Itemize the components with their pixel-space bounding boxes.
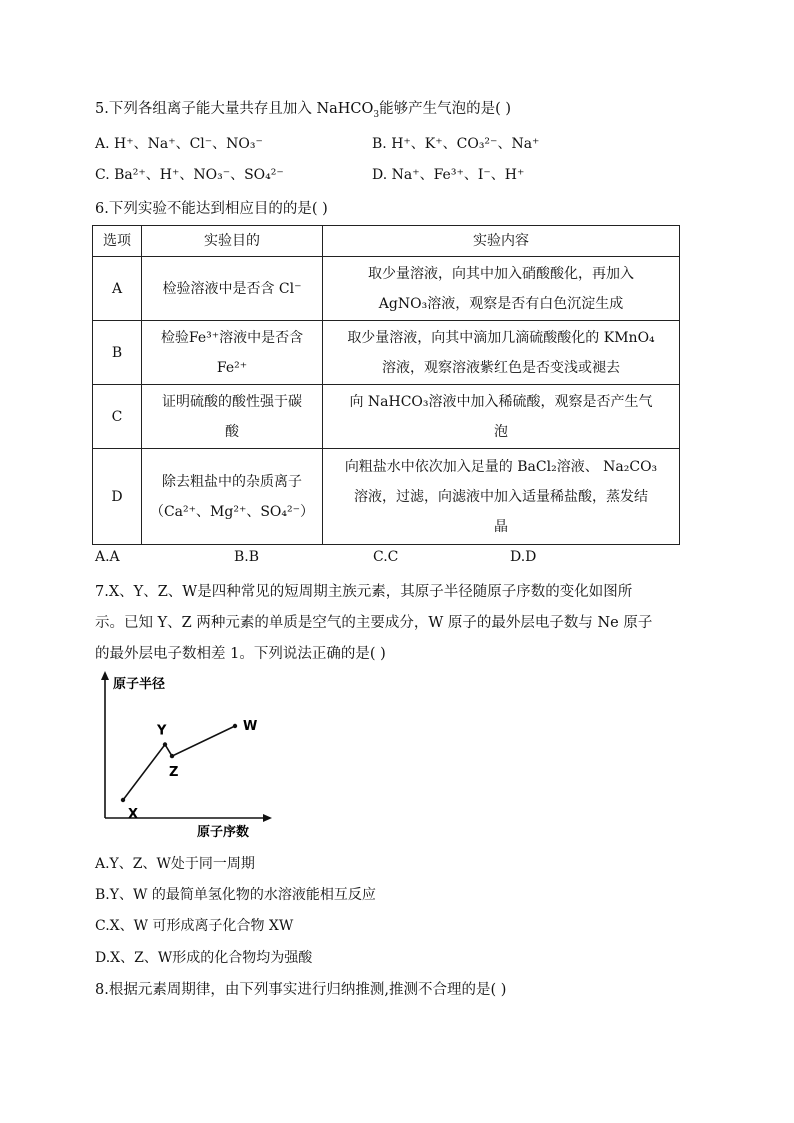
q7-option-c[interactable]: C.X、W 可形成离子化合物 XW	[95, 918, 294, 934]
header-purpose: 实验目的	[142, 226, 323, 257]
row-b-purpose-line2: Fe²⁺	[216, 359, 248, 376]
row-b-option: B	[93, 321, 142, 385]
row-a-content-line1: 取少量溶液，向其中加入硝酸酸化，再加入	[368, 265, 634, 282]
point-label-x: X	[128, 807, 139, 822]
row-d-content-line2: 溶液，过滤，向滤液中加入适量稀盐酸，蒸发结	[354, 488, 648, 505]
row-d-purpose-line2: （Ca²⁺、Mg²⁺、SO₄²⁻）	[149, 503, 315, 520]
q7-option-a[interactable]: A.Y、Z、W处于同一周期	[95, 856, 255, 872]
row-b-content	[323, 321, 680, 385]
q5-stem-sub: 3	[373, 109, 380, 120]
q6-answer-d[interactable]: D.D	[510, 549, 537, 565]
header-option: 选项	[93, 226, 142, 257]
point-z	[170, 754, 174, 758]
point-label-z: Z	[169, 765, 179, 781]
row-b-purpose-line1: 检验Fe³⁺溶液中是否含	[160, 329, 304, 346]
q6-table	[92, 225, 680, 545]
row-a-option: A	[93, 257, 142, 321]
q8-stem: 8.根据元素周期律，由下列事实进行归纳推测,推测不合理的是( )	[95, 982, 507, 998]
table-row	[93, 321, 680, 385]
row-d-option: D	[93, 449, 142, 545]
row-c-purpose	[142, 385, 323, 449]
y-axis-label: 原子半径	[113, 677, 166, 692]
q5-stem-pre: 5.下列各组离子能大量共存且加入 NaHCO	[95, 101, 374, 117]
header-content: 实验内容	[323, 226, 680, 257]
q5-stem-post: 能够产生气泡的是( )	[379, 101, 512, 117]
row-d-purpose	[142, 449, 323, 545]
point-x	[121, 798, 125, 802]
row-a-content-line2: AgNO₃溶液，观察是否有白色沉淀生成	[378, 295, 624, 312]
q6-answer-b[interactable]: B.B	[234, 549, 260, 565]
row-c-content	[323, 385, 680, 449]
y-axis-arrow	[101, 671, 109, 680]
row-c-purpose-line1: 证明硫酸的酸性强于碳	[162, 393, 302, 410]
point-w	[233, 724, 237, 728]
row-a-purpose-line: 检验溶液中是否含 Cl⁻	[162, 280, 302, 297]
q5-option-c[interactable]: C. Ba²⁺、H⁺、NO₃⁻、SO₄²⁻	[95, 167, 284, 183]
row-a-purpose	[142, 257, 323, 321]
row-d-content	[323, 449, 680, 545]
row-d-content-line1: 向粗盐水中依次加入足量的 BaCl₂溶液、 Na₂CO₃	[344, 458, 658, 475]
row-c-content-line1: 向 NaHCO₃溶液中加入稀硫酸，观察是否产生气	[349, 393, 653, 410]
table-row	[93, 449, 680, 545]
row-c-option: C	[93, 385, 142, 449]
q5-option-b[interactable]: B. H⁺、K⁺、CO₃²⁻、Na⁺	[372, 136, 540, 152]
table-row	[93, 257, 680, 321]
table-header-row	[93, 226, 680, 257]
q6-stem: 6.下列实验不能达到相应目的的是( )	[95, 201, 328, 217]
q7-stem-line1: 7.X、Y、Z、W是四种常见的短周期主族元素，其原子半径随原子序数的变化如图所	[95, 584, 633, 600]
row-b-content-line2: 溶液，观察溶液紫红色是否变浅或褪去	[382, 359, 620, 376]
row-a-content	[323, 257, 680, 321]
row-c-purpose-line2: 酸	[225, 423, 239, 440]
row-d-purpose-line1: 除去粗盐中的杂质离子	[162, 473, 302, 490]
series-line	[123, 723, 235, 800]
q7-option-d[interactable]: D.X、Z、W形成的化合物均为强酸	[95, 950, 313, 966]
x-axis-arrow	[263, 814, 272, 822]
row-d-content-line3: 晶	[494, 518, 508, 535]
point-label-w: W	[243, 719, 258, 734]
q7-stem-line3: 的最外层电子数相差 1。下列说法正确的是( )	[95, 646, 386, 662]
q6-answer-a[interactable]: A.A	[95, 549, 120, 565]
row-c-content-line2: 泡	[494, 423, 508, 440]
table-row	[93, 385, 680, 449]
row-b-content-line1: 取少量溶液，向其中滴加几滴硫酸酸化的 KMnO₄	[347, 329, 655, 346]
q5-option-d[interactable]: D. Na⁺、Fe³⁺、I⁻、H⁺	[372, 167, 525, 183]
q6-answer-c[interactable]: C.C	[373, 549, 399, 565]
q7-chart	[95, 668, 275, 843]
row-b-purpose	[142, 321, 323, 385]
point-y	[163, 742, 167, 746]
q7-stem-line2: 示。已知 Y、Z 两种元素的单质是空气的主要成分，W 原子的最外层电子数与 Ne 原子	[95, 615, 653, 631]
q7-option-b[interactable]: B.Y、W 的最简单氢化物的水溶液能相互反应	[95, 887, 376, 903]
q5-option-a[interactable]: A. H⁺、Na⁺、Cl⁻、NO₃⁻	[95, 136, 263, 152]
point-label-y: Y	[157, 723, 167, 739]
x-axis-label: 原子序数	[197, 825, 250, 840]
q5-stem	[95, 97, 511, 120]
points-layer	[121, 719, 258, 822]
